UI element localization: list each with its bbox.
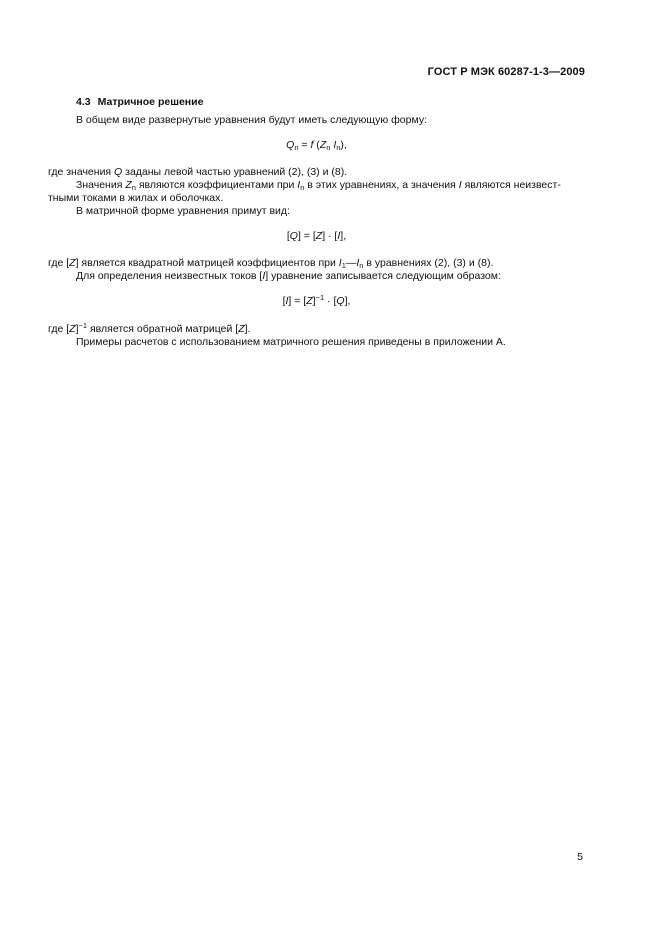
section-title: Матричное решение bbox=[97, 96, 204, 108]
paragraph-intro: В общем виде развернутые уравнения будут иметь следующую форму: bbox=[76, 114, 427, 126]
section-number: 4.3 bbox=[76, 96, 91, 108]
paragraph-unknown-currents: Для определения неизвестных токов [I] уравнение записывается следующим образом: bbox=[76, 270, 501, 282]
section-heading bbox=[76, 96, 203, 109]
paragraph-q-values: где значения Q заданы левой частью уравнений (2), (3) и (8). bbox=[48, 166, 348, 178]
paragraph-examples: Примеры расчетов с использованием матричного решения приведены в приложении А. bbox=[76, 336, 506, 348]
formula-3: $[I] = [Z]^{-1} \cdot [Q]$, bbox=[282, 293, 351, 307]
paragraph-z-values: Значения $Z_n$ являются коэффициентами при $I_n$ в этих уравнениях, а значения I являются неизвест- тными токами в жилах и оболочках. bbox=[48, 179, 561, 204]
paragraph-inverse-matrix: где $[Z]^{-1}$ является обратной матрицей [Z]. bbox=[48, 321, 251, 335]
formula-1-lhs: Q bbox=[286, 139, 295, 151]
document-header: ГОСТ Р МЭК 60287-1-3—2009 bbox=[427, 66, 585, 78]
paragraph-square-matrix: где [Z] является квадратной матрицей коэффициентов при $I_1—I_n$ в уравнениях (2), (3) и (8). bbox=[48, 257, 494, 270]
paragraph-matrix-form: В матричной форме уравнения примут вид: bbox=[76, 205, 290, 217]
page-number: 5 bbox=[577, 851, 583, 863]
formula-2: [Q] = [Z] · [I], bbox=[286, 230, 347, 242]
formula-1: $Q_n = f$ ($Z_n$ $I_n$), bbox=[286, 139, 347, 152]
